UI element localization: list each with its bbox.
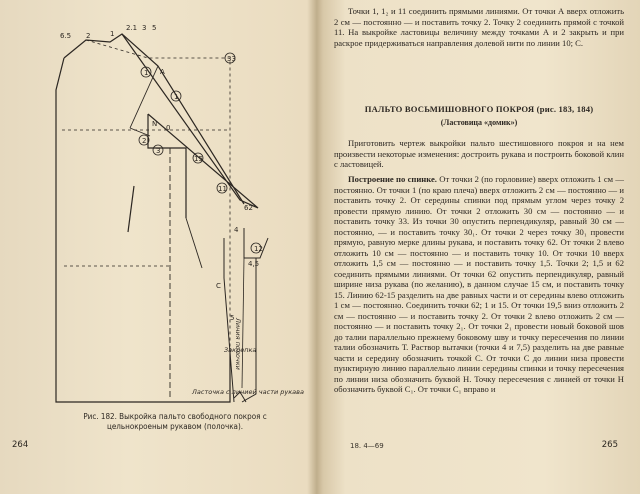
- fig-side-label: Линия полочки: [234, 318, 242, 370]
- fig-label: 1: [110, 30, 115, 38]
- fig-point-label: A: [160, 68, 165, 76]
- pattern-drawing: [30, 18, 310, 408]
- fig-circle-label: 1: [144, 69, 149, 77]
- fig-point-label: 62: [244, 204, 253, 212]
- fig-point-label: C: [216, 282, 221, 290]
- paragraph-intro: Приготовить чертеж выкройки пальто шестишовного покроя и на нем произвести некоторые изменения: достроить рукава и построить боковой клин с ластовицей.: [334, 138, 624, 169]
- fig-side-label: Ласточка с линией части рукава: [192, 388, 304, 396]
- signature-mark: 18. 4—69: [350, 442, 384, 450]
- fig-label: 2.1: [126, 24, 138, 32]
- fig-circle-label: 1: [174, 93, 179, 101]
- fig-point-label: N: [152, 120, 158, 128]
- figure-caption: Рис. 182. Выкройка пальто свободного покроя с цельнокроеным рукавом (полочка).: [83, 412, 267, 431]
- fig-circle-label: 3: [156, 147, 161, 155]
- left-page: [0, 0, 316, 494]
- paragraph-top: Точки 1, 1₂ и 11 соединить прямыми линиями. От точки А вверх отложить 2 см — постоянно — и поставить точку 2. Точку 2 соединить прямой с точкой 11. На выкройке ластовицы величину между точками А и 2 закрыть и при раскрое придерживаться направления долевой нити по линии 10; С.: [334, 6, 624, 48]
- fig-label: 6.5: [60, 32, 72, 40]
- fig-label: 2: [86, 32, 91, 40]
- fig-label: 5: [152, 24, 157, 32]
- paragraph-main: [334, 174, 624, 395]
- fig-circle-label: 33: [227, 55, 236, 63]
- page-number-right: 265: [601, 440, 618, 450]
- pattern-figure: [30, 18, 310, 408]
- fig-point-label: 5: [230, 314, 235, 322]
- fig-circle-label: 2: [142, 137, 147, 145]
- section-subheading: (Ластовица «домик»): [440, 118, 518, 127]
- section-heading: ПАЛЬТО ВОСЬМИШОВНОГО ПОКРОЯ (рис. 183, 184): [364, 104, 594, 114]
- fig-circle-label: 15: [194, 155, 203, 163]
- right-page: [322, 0, 640, 494]
- fig-point-label: 0: [166, 124, 171, 132]
- fig-circle-label: 12: [254, 245, 263, 253]
- paragraph-lead: Построение по спинке.: [348, 174, 437, 184]
- fig-side-label: Закрепка: [224, 346, 257, 354]
- fig-point-label: 4,5: [248, 260, 260, 268]
- fig-label: 3: [142, 24, 147, 32]
- fig-point-label: 4: [234, 226, 239, 234]
- page-number-left: 264: [12, 440, 29, 450]
- paragraph-main-text: От точки 2 (по горловине) вверх отложить 1 см — постоянно. От точки 1 (по краю плеча) вверх отложить 2 см — постоянно — и поставить точку 2. От середины спинки под прямым углом через точку 2 провести прямую линию. От точки 2 отложить 30 см — постоянно — и поставить точку 33. Из точки 30 опустить перпендикуляр, равный 30 см — постоянно, — и поставить точку 30₁. От точки 2 через точку 30₁ провести прямую, равную мерке длины рукава, и поставить точку 62. От точки 2 влево отложить 10 см — постоянно — и поставить точку 10. От точки 10 вверх отложить 1,5 см — постоянно — и поставить точку 1,5. Точки 2; 1,5 и 62 соединить прямыми линиями. От точки 62 опустить перпендикуляр, равный ширине низа рукава (по желанию), в данном случае 15 см, и поставить точку 15. Линию 62-15 разделить на две равных части и от середины влево отложить 1 см — постоянно. Соединить точки 62; 1 и 15. От точки 19,5 вниз отложить 2 см — постоянно — и поставить точку 2. От точки 2 влево отложить 2 см — постоянно — и поставить точку 2₁. От точки 2₁ провести новый боковой шов до талии параллельно прежнему боковому шву и точку пересечения по линии талии обозначить Т. Раствор вытачки (точки 4 и 7,5) разделить на две равные части и середину обозначить точкой С. От точки С до линии низа провести пунктирную линию параллельно линии середины спинки и точку пересечения по линии низа обозначить буквой Н. Точку пересечения с линией от точки Н обозначить буквой С₁. От точки С₁ вправо и: [334, 174, 624, 394]
- fig-circle-label: 11: [218, 185, 227, 193]
